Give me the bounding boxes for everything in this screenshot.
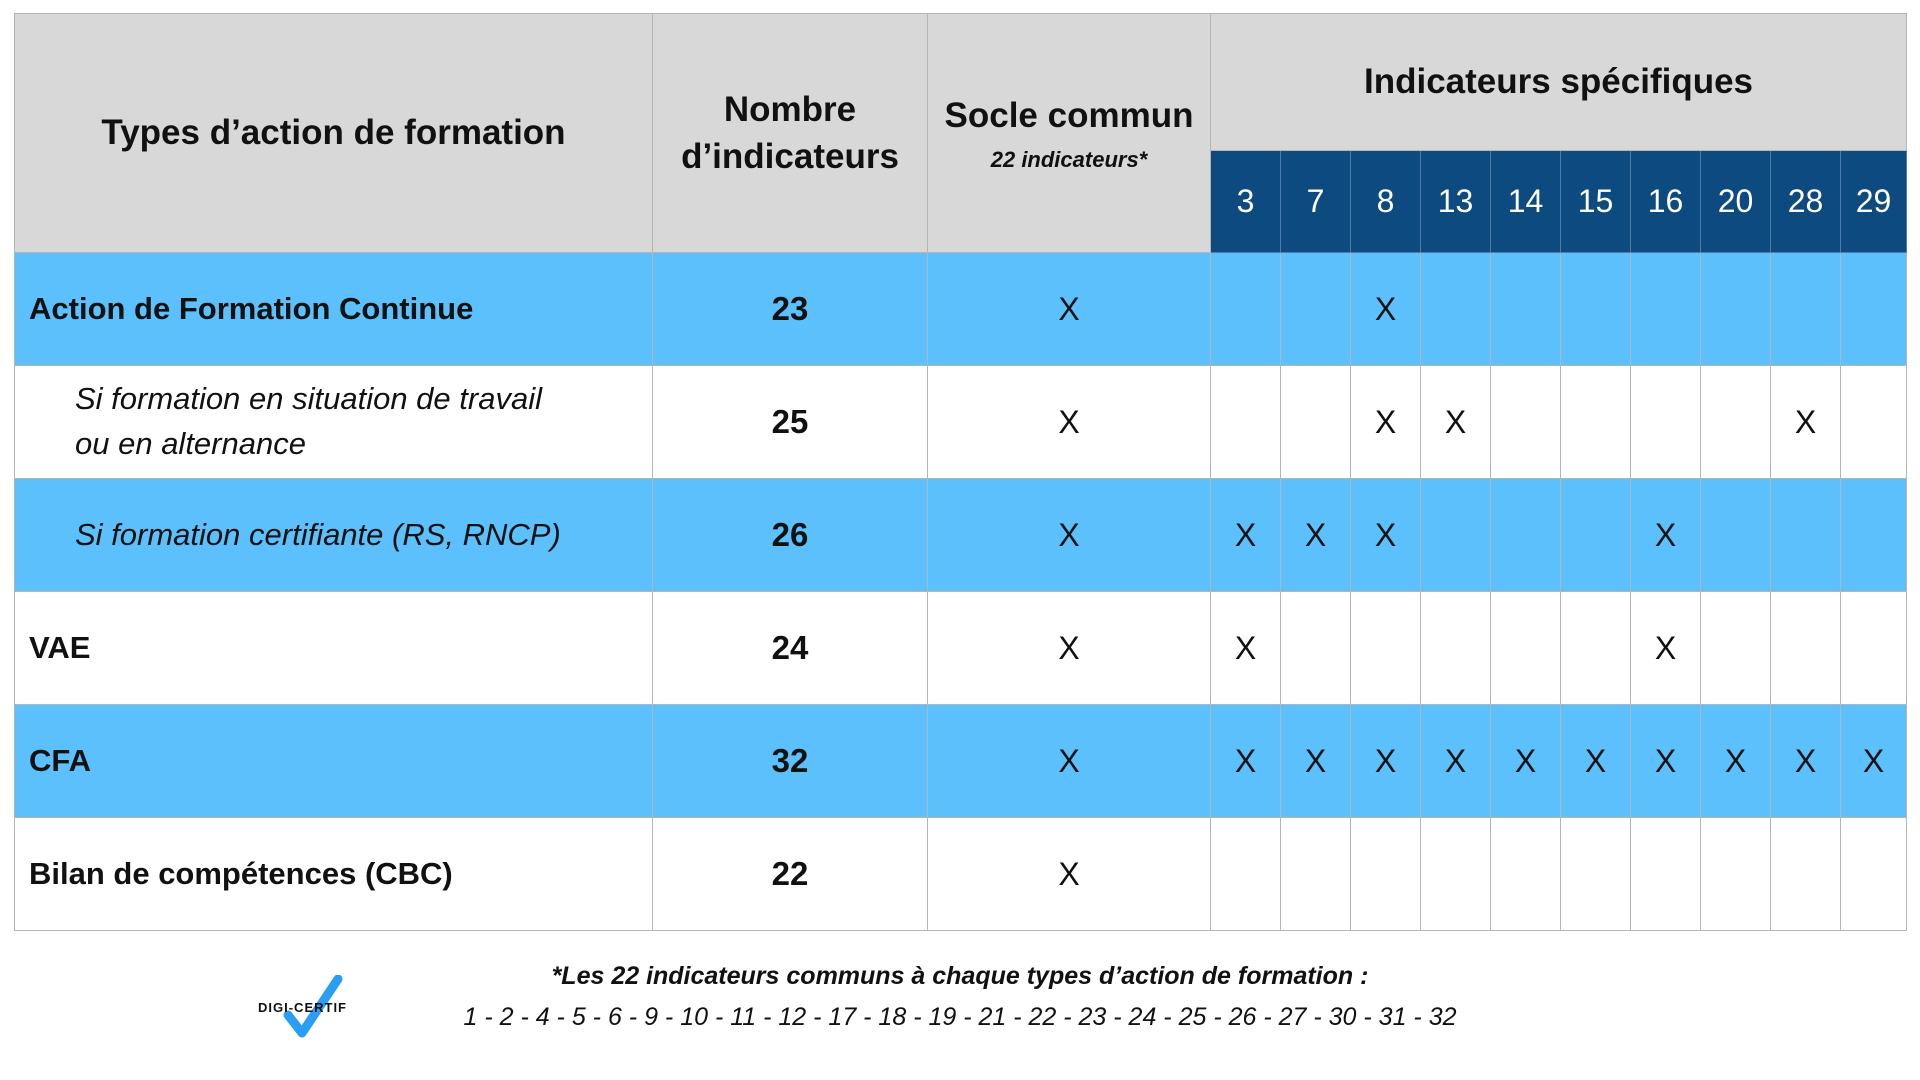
action-type-cell xyxy=(15,592,653,705)
specific-mark-cell-28: X xyxy=(1771,366,1841,479)
specific-mark-cell-7: X xyxy=(1281,705,1351,818)
specific-mark-cell-29: X xyxy=(1841,705,1907,818)
specific-mark-cell-13: X xyxy=(1421,705,1491,818)
logo-text: DIGI-CERTIF xyxy=(258,1000,347,1015)
specific-mark-cell-8: X xyxy=(1351,366,1421,479)
types-column-header xyxy=(15,14,653,253)
specific-mark-cell-15: X xyxy=(1561,705,1631,818)
specific-mark-cell-3: X xyxy=(1211,705,1281,818)
specific-mark-cell-14 xyxy=(1491,479,1561,592)
table-row xyxy=(15,366,1907,479)
action-type-cell xyxy=(15,705,653,818)
specific-mark-cell-8 xyxy=(1351,592,1421,705)
action-type-label: Si formation certifiante (RS, RNCP) xyxy=(75,516,561,552)
table-row xyxy=(15,705,1907,818)
specific-mark-cell-14 xyxy=(1491,366,1561,479)
specific-mark-cell-29 xyxy=(1841,479,1907,592)
specific-mark-cell-7: X xyxy=(1281,479,1351,592)
indicators-table xyxy=(14,13,1907,931)
specific-mark-cell-16 xyxy=(1631,818,1701,931)
table-row xyxy=(15,479,1907,592)
action-type-cell xyxy=(15,253,653,366)
action-type-label: Action de Formation Continue xyxy=(29,290,474,326)
specific-mark-cell-15 xyxy=(1561,479,1631,592)
indicators-table-container xyxy=(14,13,1906,931)
specific-indicators-label: Indicateurs spécifiques xyxy=(1364,62,1754,102)
specific-mark-cell-20 xyxy=(1701,818,1771,931)
specific-mark-cell-7 xyxy=(1281,253,1351,366)
socle-mark-cell: X xyxy=(928,366,1211,479)
types-column-label: Types d’action de formation xyxy=(101,113,566,153)
specific-indicator-header-15: 15 xyxy=(1561,151,1631,253)
specific-indicator-header-7: 7 xyxy=(1281,151,1351,253)
socle-column-header xyxy=(928,14,1211,253)
specific-mark-cell-15 xyxy=(1561,818,1631,931)
specific-mark-cell-3: X xyxy=(1211,479,1281,592)
specific-mark-cell-13 xyxy=(1421,592,1491,705)
specific-mark-cell-14 xyxy=(1491,253,1561,366)
action-type-cell xyxy=(15,479,653,592)
specific-mark-cell-16: X xyxy=(1631,479,1701,592)
socle-mark-cell: X xyxy=(928,253,1211,366)
specific-mark-cell-29 xyxy=(1841,253,1907,366)
socle-sublabel: 22 indicateurs* xyxy=(990,146,1148,172)
specific-mark-cell-16 xyxy=(1631,366,1701,479)
specific-mark-cell-8: X xyxy=(1351,253,1421,366)
specific-mark-cell-28 xyxy=(1771,253,1841,366)
specific-mark-cell-15 xyxy=(1561,592,1631,705)
indicator-count-cell: 25 xyxy=(653,366,928,479)
socle-mark-cell: X xyxy=(928,592,1211,705)
table-row xyxy=(15,253,1907,366)
indicator-count-cell: 26 xyxy=(653,479,928,592)
action-type-label: VAE xyxy=(29,629,91,665)
action-type-label: Si formation en situation de travail xyxy=(75,381,542,417)
specific-mark-cell-20 xyxy=(1701,479,1771,592)
socle-mark-cell: X xyxy=(928,479,1211,592)
digi-certif-logo xyxy=(258,975,358,1041)
action-type-label: Bilan de compétences (CBC) xyxy=(29,855,453,891)
specific-mark-cell-3: X xyxy=(1211,592,1281,705)
specific-indicator-header-8: 8 xyxy=(1351,151,1421,253)
specific-mark-cell-29 xyxy=(1841,818,1907,931)
specific-mark-cell-8: X xyxy=(1351,479,1421,592)
table-row xyxy=(15,592,1907,705)
socle-label: Socle commun xyxy=(944,95,1194,135)
table-row xyxy=(15,818,1907,931)
indicator-count-cell: 32 xyxy=(653,705,928,818)
specific-indicator-header-29: 29 xyxy=(1841,151,1907,253)
footer-note-title: *Les 22 indicateurs communs à chaque types d’action de formation : xyxy=(551,962,1369,990)
specific-mark-cell-7 xyxy=(1281,592,1351,705)
specific-mark-cell-28: X xyxy=(1771,705,1841,818)
indicator-count-cell: 23 xyxy=(653,253,928,366)
action-type-cell xyxy=(15,366,653,479)
count-label-line2: d’indicateurs xyxy=(681,137,899,176)
specific-indicator-header-13: 13 xyxy=(1421,151,1491,253)
count-column-header xyxy=(653,14,928,253)
specific-mark-cell-8: X xyxy=(1351,705,1421,818)
specific-mark-cell-15 xyxy=(1561,253,1631,366)
specific-mark-cell-16 xyxy=(1631,253,1701,366)
count-label-line1: Nombre xyxy=(723,89,857,129)
specific-mark-cell-14 xyxy=(1491,818,1561,931)
specific-mark-cell-7 xyxy=(1281,818,1351,931)
specific-indicator-header-3: 3 xyxy=(1211,151,1281,253)
specific-mark-cell-20 xyxy=(1701,366,1771,479)
specific-mark-cell-28 xyxy=(1771,818,1841,931)
specific-mark-cell-3 xyxy=(1211,253,1281,366)
specific-indicator-header-20: 20 xyxy=(1701,151,1771,253)
footer-note xyxy=(400,962,1520,1032)
specific-indicator-header-14: 14 xyxy=(1491,151,1561,253)
specific-mark-cell-29 xyxy=(1841,592,1907,705)
specific-mark-cell-13 xyxy=(1421,253,1491,366)
specific-mark-cell-16: X xyxy=(1631,592,1701,705)
specific-mark-cell-14: X xyxy=(1491,705,1561,818)
specific-mark-cell-28 xyxy=(1771,592,1841,705)
action-type-cell xyxy=(15,818,653,931)
specific-indicator-header-16: 16 xyxy=(1631,151,1701,253)
specific-indicator-header-28: 28 xyxy=(1771,151,1841,253)
specific-mark-cell-20 xyxy=(1701,253,1771,366)
specific-mark-cell-16: X xyxy=(1631,705,1701,818)
socle-mark-cell: X xyxy=(928,705,1211,818)
specific-mark-cell-13 xyxy=(1421,479,1491,592)
specific-mark-cell-3 xyxy=(1211,366,1281,479)
specific-mark-cell-15 xyxy=(1561,366,1631,479)
specific-mark-cell-3 xyxy=(1211,818,1281,931)
specific-mark-cell-29 xyxy=(1841,366,1907,479)
action-type-label-line2: ou en alternance xyxy=(75,426,306,461)
socle-mark-cell: X xyxy=(928,818,1211,931)
indicator-count-cell: 24 xyxy=(653,592,928,705)
footer-note-list: 1 - 2 - 4 - 5 - 6 - 9 - 10 - 11 - 12 - 17 - 18 - 19 - 21 - 22 - 23 - 24 - 25 - 26 - 27 - 30 - 31 - 32 xyxy=(463,1003,1457,1031)
table-header xyxy=(15,14,1907,253)
specific-mark-cell-13 xyxy=(1421,818,1491,931)
specific-mark-cell-13: X xyxy=(1421,366,1491,479)
specific-mark-cell-20 xyxy=(1701,592,1771,705)
specific-mark-cell-8 xyxy=(1351,818,1421,931)
action-type-label: CFA xyxy=(29,742,91,778)
specific-mark-cell-7 xyxy=(1281,366,1351,479)
specific-indicators-header xyxy=(1211,14,1907,151)
table-body xyxy=(15,253,1907,931)
indicator-count-cell: 22 xyxy=(653,818,928,931)
specific-mark-cell-28 xyxy=(1771,479,1841,592)
specific-mark-cell-14 xyxy=(1491,592,1561,705)
specific-mark-cell-20: X xyxy=(1701,705,1771,818)
